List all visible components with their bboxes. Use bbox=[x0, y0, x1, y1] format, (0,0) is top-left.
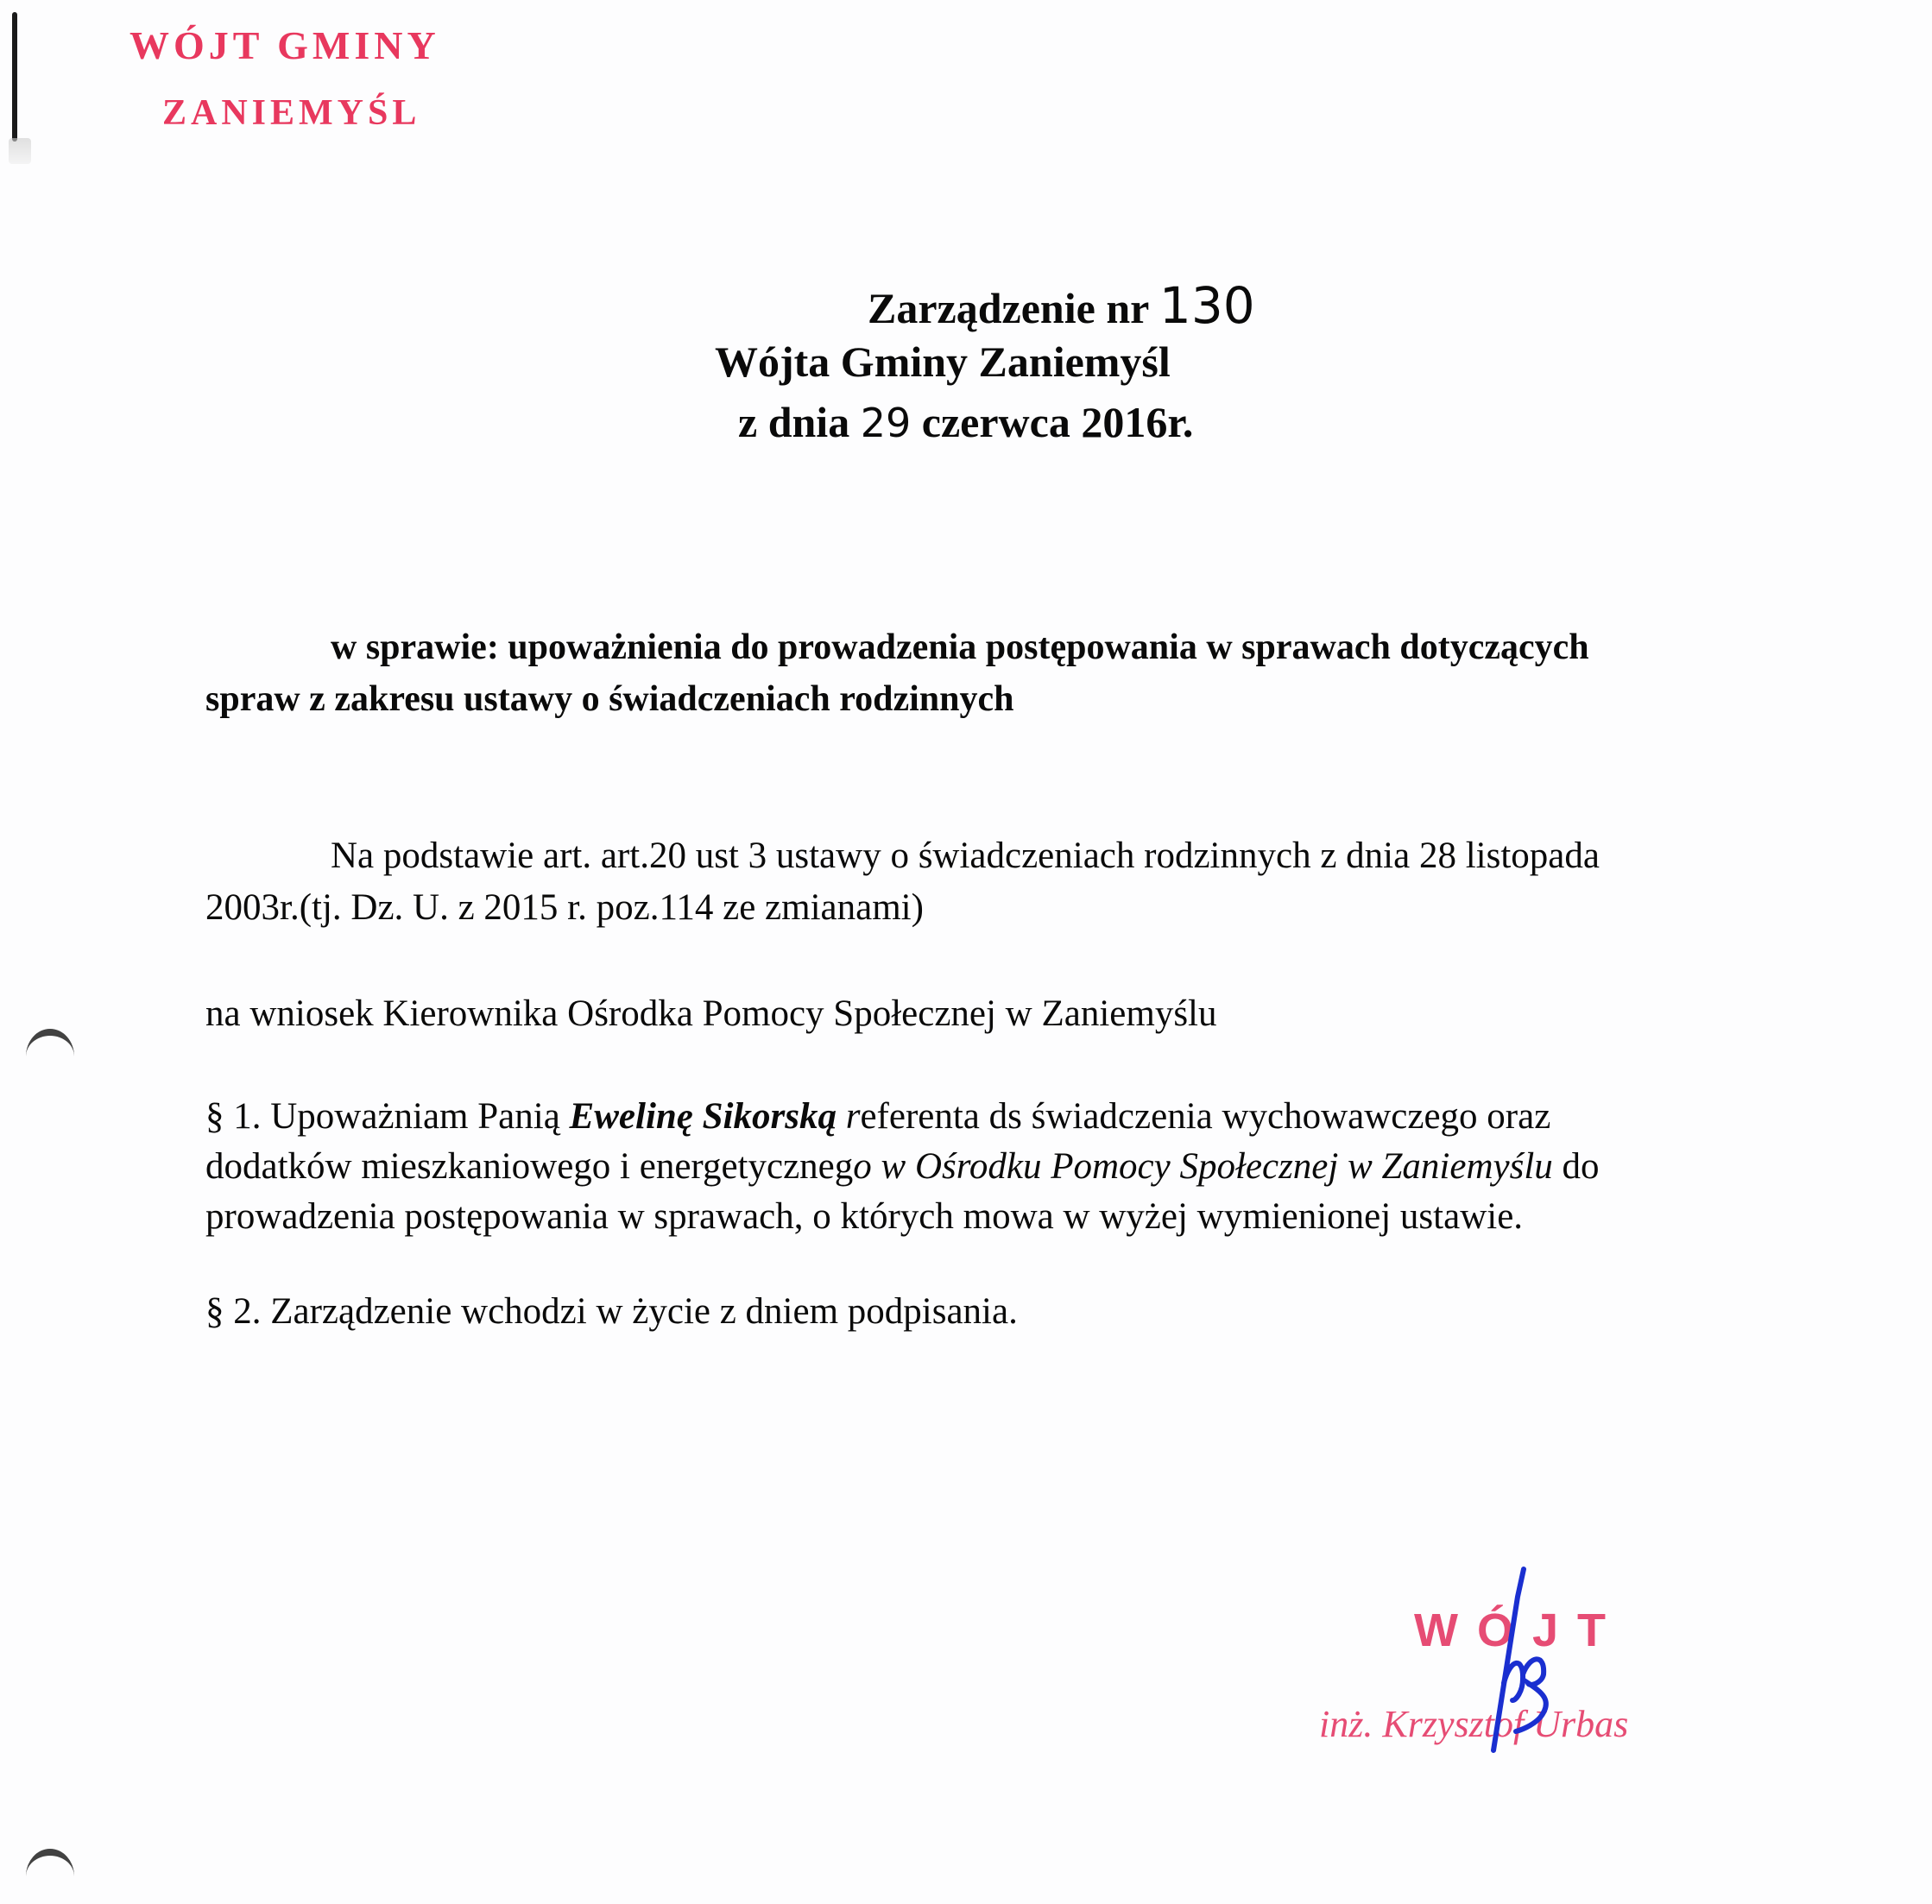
subject-line-2: spraw z zakresu ustawy o świadczeniach rodzinnych bbox=[205, 679, 1014, 719]
handwritten-signature-icon bbox=[1433, 1562, 1571, 1761]
header-stamp-line1: WÓJT GMINY bbox=[129, 23, 440, 67]
subject-line-1: w sprawie: upoważnienia do prowadzenia postępowania w sprawach dotyczących bbox=[331, 627, 1589, 667]
legal-basis-line-1: Na podstawie art. art.20 ust 3 ustawy o świadczeniach rodzinnych z dnia 28 listopada bbox=[331, 835, 1600, 876]
legal-basis-line-2: 2003r.(tj. Dz. U. z 2015 r. poz.114 ze zmianami) bbox=[205, 887, 924, 928]
signature-stamp-title: WÓJT bbox=[1414, 1605, 1625, 1656]
header-stamp bbox=[129, 23, 440, 133]
paragraph-2: § 2. Zarządzenie wchodzi w życie z dniem podpisania. bbox=[205, 1291, 1018, 1332]
authorized-person-name: Ewelinę Sikorską bbox=[569, 1096, 837, 1137]
paragraph-1 bbox=[205, 1092, 1923, 1242]
legal-basis bbox=[205, 830, 1923, 934]
paragraph-1-line-2 bbox=[205, 1142, 1923, 1192]
punch-hole-lower bbox=[26, 1849, 74, 1904]
title-line-1 bbox=[868, 276, 1255, 335]
paragraph-1-line-3: prowadzenia postępowania w sprawach, o których mowa w wyżej wymienionej ustawie. bbox=[205, 1196, 1524, 1237]
p1-text: § 1. Upoważniam Panią bbox=[205, 1096, 570, 1137]
signature-stamp-name: inż. Krzysztof Urbas bbox=[1319, 1703, 1629, 1745]
handwritten-day: 29 bbox=[860, 400, 912, 446]
p1-italic-r: r bbox=[836, 1096, 861, 1137]
punch-hole-upper bbox=[26, 1029, 74, 1084]
date-prefix: z dnia bbox=[738, 398, 850, 446]
title-prefix: Zarządzenie nr bbox=[868, 284, 1149, 332]
p1-rest: eferenta ds świadczenia wychowawczego oraz bbox=[860, 1096, 1551, 1137]
paragraph-1-line-1 bbox=[205, 1092, 1923, 1142]
title-line-3 bbox=[738, 397, 1193, 447]
staple-foot bbox=[9, 138, 31, 164]
title-line-2: Wójta Gminy Zaniemyśl bbox=[715, 337, 1171, 386]
p1-l2-end: do bbox=[1552, 1146, 1600, 1187]
subject bbox=[205, 621, 1897, 725]
p1-l2-start: dodatków mieszkaniowego i energetyczneg bbox=[205, 1146, 854, 1187]
p1-l2-italic: o w Ośrodku Pomocy Społecznej w Zaniemyślu bbox=[853, 1146, 1553, 1187]
handwritten-number: 130 bbox=[1159, 276, 1255, 335]
request-line: na wniosek Kierownika Ośrodka Pomocy Społecznej w Zaniemyślu bbox=[205, 993, 1217, 1034]
date-suffix: czerwca 2016r. bbox=[921, 398, 1194, 446]
staple-mark bbox=[12, 12, 17, 142]
header-stamp-line2: ZANIEMYŚL bbox=[162, 93, 421, 133]
